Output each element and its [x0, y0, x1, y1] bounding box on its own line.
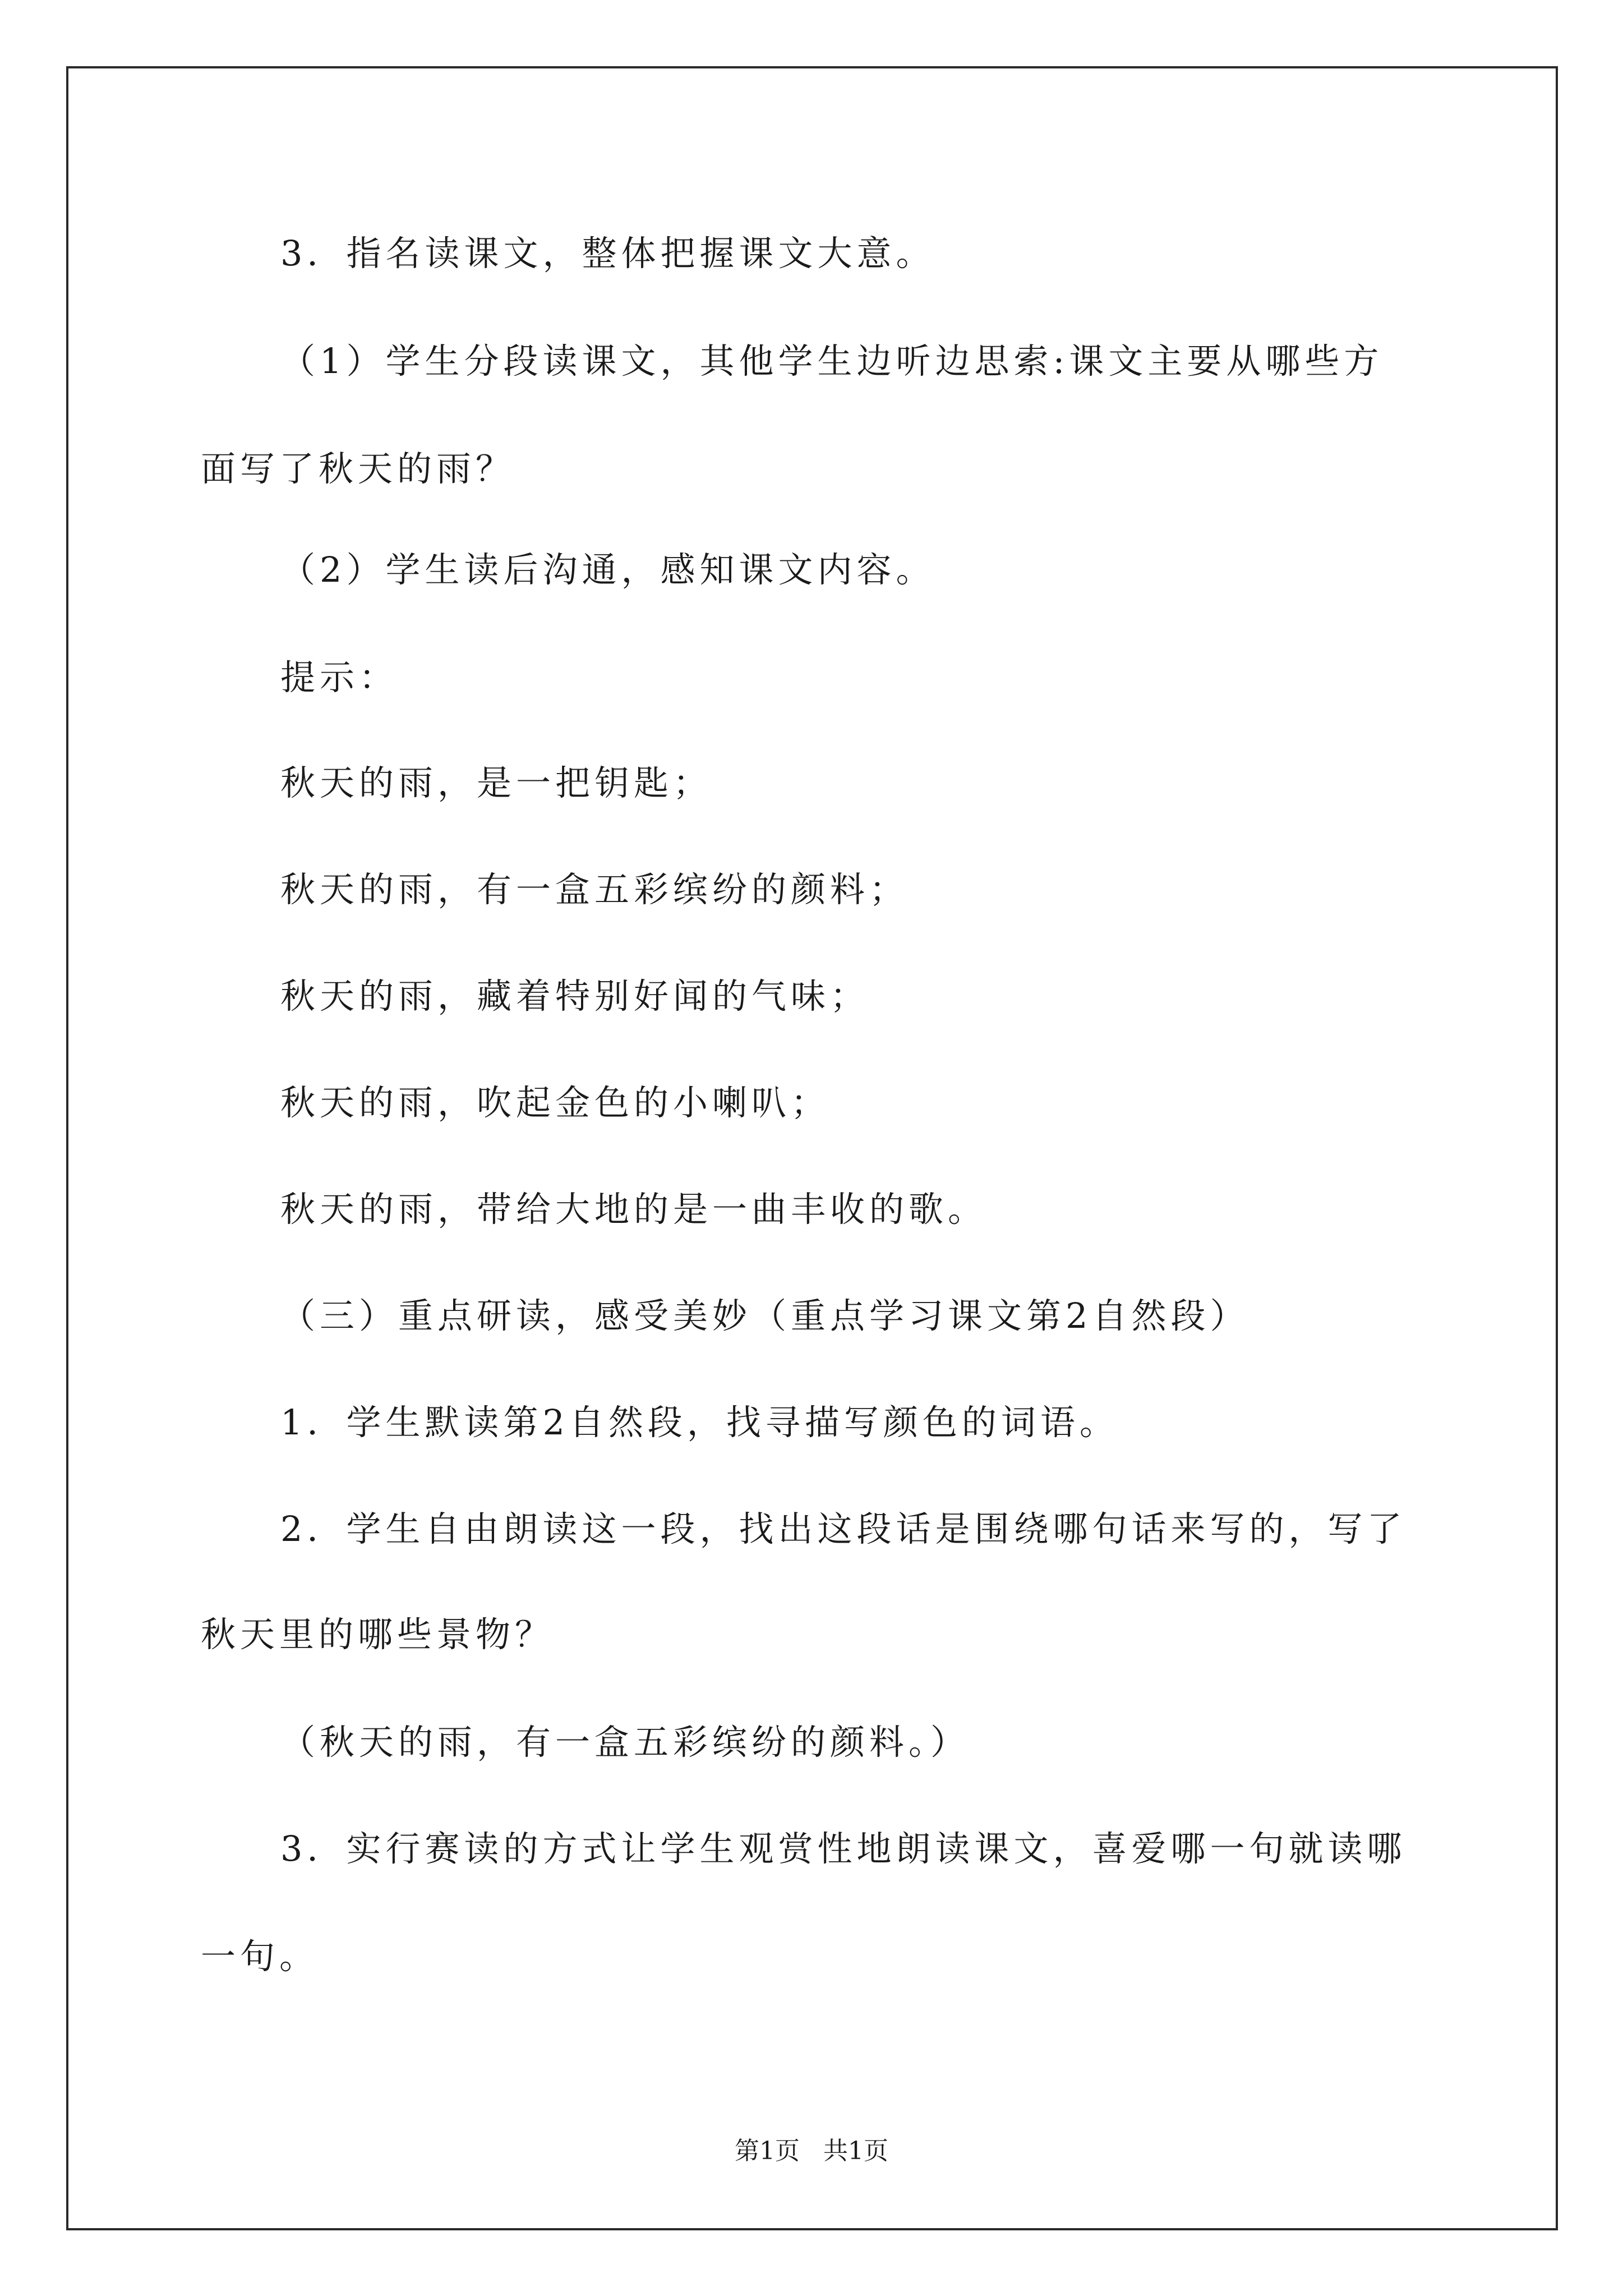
paragraph-line: 秋天的雨，藏着特别好闻的气味； — [280, 976, 870, 1016]
paragraph-line: 面写了秋天的雨？ — [201, 448, 515, 489]
paragraph-line: 秋天的雨，吹起金色的小喇叭； — [280, 1082, 831, 1123]
paragraph-line: 1．学生默读第2自然段，找寻描写颜色的词语。 — [280, 1402, 1119, 1443]
paragraph-line: （1）学生分段读课文，其他学生边听边思索:课文主要从哪些方 — [280, 341, 1384, 381]
paragraph-line: 秋天的雨，有一盒五彩缤纷的颜料； — [280, 869, 909, 910]
page-footer — [0, 2134, 1623, 2168]
page-total: 共1页 — [823, 2137, 888, 2165]
paragraph-line: （三）重点研读，感受美妙（重点学习课文第2自然段） — [280, 1295, 1249, 1336]
paragraph-line: 3．指名读课文，整体把握课文大意。 — [280, 233, 935, 274]
paragraph-line: 秋天的雨，带给大地的是一曲丰收的歌。 — [280, 1189, 988, 1230]
paragraph-line: 一句。 — [201, 1936, 319, 1977]
paragraph-line: （秋天的雨，有一盒五彩缤纷的颜料。） — [280, 1722, 970, 1763]
paragraph-line: 3．实行赛读的方式让学生观赏性地朗读课文，喜爱哪一句就读哪 — [280, 1828, 1407, 1869]
paragraph-line: 秋天里的哪些景物？ — [201, 1614, 555, 1655]
paragraph-line: 2．学生自由朗读这一段，找出这段话是围绕哪句话来写的，写了 — [280, 1508, 1407, 1549]
paragraph-line: 秋天的雨，是一把钥匙； — [280, 762, 713, 803]
paragraph-line: 提示： — [280, 657, 399, 698]
page-number: 第1页 — [735, 2137, 800, 2165]
paragraph-line: （2）学生读后沟通，感知课文内容。 — [280, 549, 935, 590]
